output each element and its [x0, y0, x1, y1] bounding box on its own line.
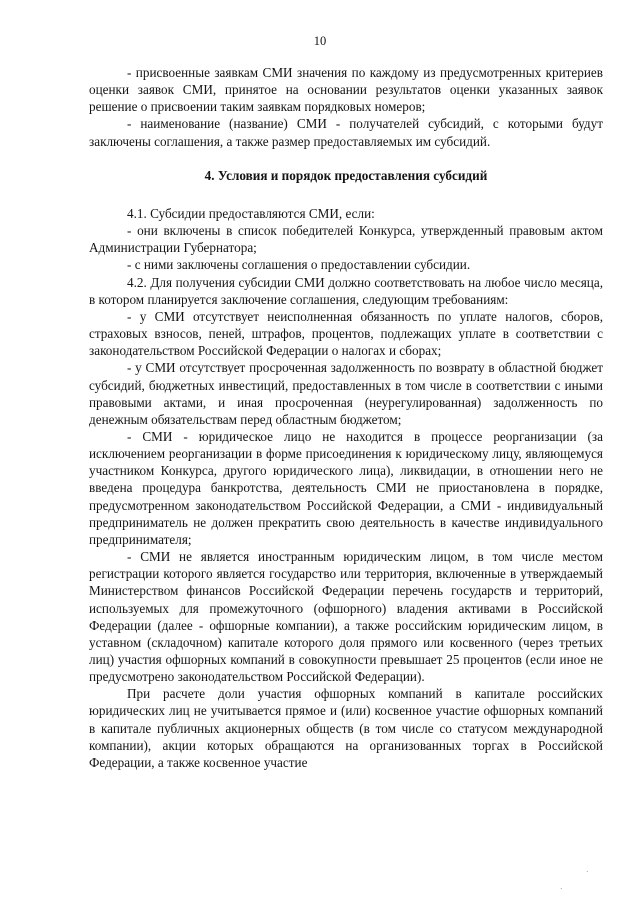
paragraph: - они включены в список победителей Конкурса, утвержденный правовым актом Администрации Губернатора;: [89, 223, 603, 256]
margin-mark: .: [586, 864, 589, 874]
paragraph: - СМИ не является иностранным юридическим лицом, в том числе местом регистрации которого является государство или территория, включенные в утверждаемый Министерством финансов Российской Федерации перечень государств и территорий, используемых для промежуточного (офшорного) владения активами в Российской Федерации (далее - офшорные компании), а также российским юридическим лицом, в уставном (складочном) капитале которого доля прямого или косвенного (через третьих лиц) участия офшорных компаний в совокупности превышает 25 процентов (если иное не предусмотрено законодательством Российской Федерации).: [89, 549, 603, 685]
paragraph: - с ними заключены соглашения о предоставлении субсидии.: [127, 257, 471, 273]
section-heading: 4. Условия и порядок предоставления субсидий: [204, 167, 488, 183]
paragraph: 4.1. Субсидии предоставляются СМИ, если:: [127, 205, 375, 221]
paragraph: - наименование (название) СМИ - получателей субсидий, с которыми будут заключены соглашения, а также размер предоставляемых им субсидий.: [89, 116, 603, 149]
paragraph: При расчете доли участия офшорных компаний в капитале российских юридических лиц не учитывается прямое и (или) косвенное участие офшорных компаний в капитале публичных акционерных обществ (в том числе со статусом международной компании), акции которых обращаются на организованных торгах в Российской Федерации, а также косвенное участие: [89, 686, 603, 770]
page-number: 10: [313, 34, 327, 48]
paragraph: - СМИ - юридическое лицо не находится в процессе реорганизации (за исключением реорганизации в форме присоединения к юридическому лицу, являющемуся участником Конкурса, другого юридического лица), ликвидации, в отношении него не введена процедура банкротства, деятельность СМИ не приостановлена в порядке, предусмотренном законодательством Российской Федерации, а СМИ - индивидуальный предприниматель не должен прекратить свою деятельность в качестве индивидуального предпринимателя;: [89, 428, 603, 547]
paragraph: - присвоенные заявкам СМИ значения по каждому из предусмотренных критериев оценки заявок СМИ, принятое на основании результатов оценки указанных заявок решение о присвоении таким заявкам порядковых номеров;: [89, 65, 603, 115]
paragraph: 4.2. Для получения субсидии СМИ должно соответствовать на любое число месяца, в котором планируется заключение соглашения, следующим требованиям:: [89, 274, 603, 307]
paragraph: - у СМИ отсутствует неисполненная обязанность по уплате налогов, сборов, страховых взносов, пеней, штрафов, процентов, подлежащих уплате в соответствии с законодательством Российской Федерации о налогах и сборах;: [89, 308, 603, 359]
margin-mark: .: [560, 881, 563, 891]
paragraph: - у СМИ отсутствует просроченная задолженность по возврату в областной бюджет субсидий, бюджетных инвестиций, предоставленных в том числе в соответствии с иными правовыми актами, и иная просроченная (неурегулированная) задолженность по денежным обязательствам перед областным бюджетом;: [89, 360, 603, 427]
document-body: [89, 64, 603, 771]
